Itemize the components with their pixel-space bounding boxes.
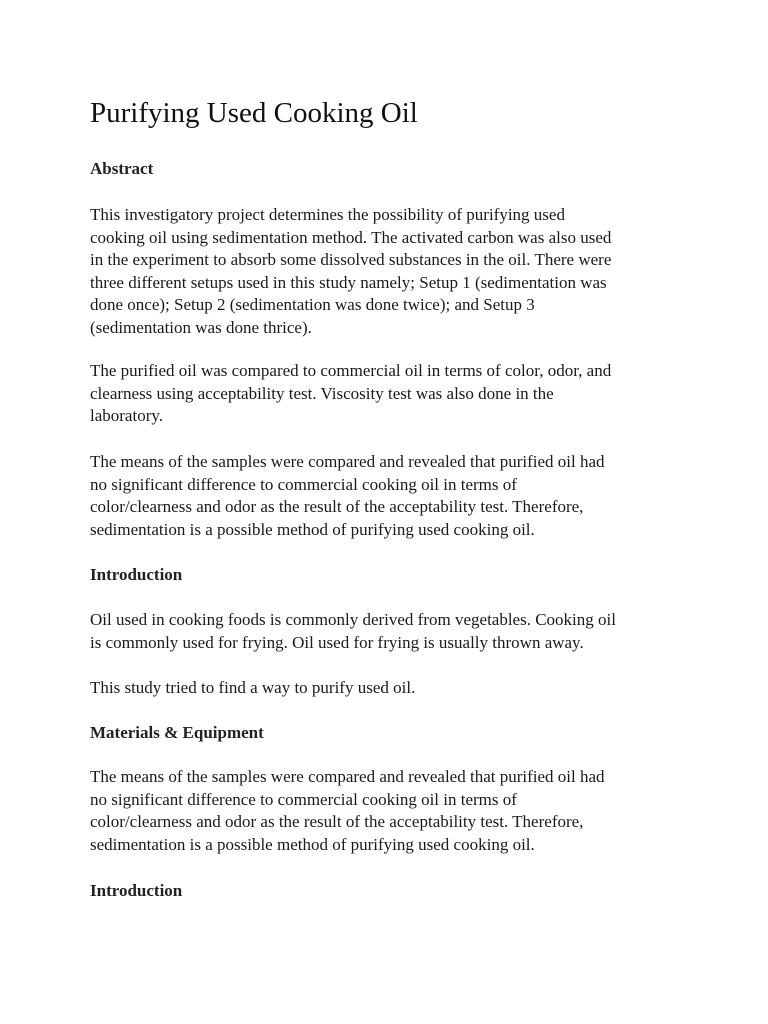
text-line: no significant difference to commercial cooking oil in terms of: [90, 789, 517, 809]
document-title: Purifying Used Cooking Oil: [90, 97, 418, 129]
abstract-paragraph-3: [90, 451, 680, 541]
abstract-paragraph-2: [90, 360, 680, 428]
abstract-paragraph-1: [90, 204, 680, 340]
text-line: color/clearness and odor as the result of the acceptability test. Therefore,: [90, 497, 584, 517]
materials-paragraph-1: [90, 766, 680, 856]
introduction-paragraph-2: [90, 677, 680, 700]
text-line: in the experiment to absorb some dissolved substances in the oil. There were: [90, 250, 612, 270]
text-line: laboratory.: [90, 406, 164, 426]
text-line: The means of the samples were compared and revealed that purified oil had: [90, 452, 605, 471]
text-line: The purified oil was compared to commercial oil in terms of color, odor, and: [90, 361, 612, 380]
text-line: clearness using acceptability test. Viscosity test was also done in the: [90, 383, 554, 403]
text-line: sedimentation is a possible method of purifying used cooking oil.: [90, 519, 535, 539]
section-heading-introduction-2: Introduction: [90, 881, 183, 900]
text-line: done once); Setup 2 (sedimentation was done twice); and Setup 3: [90, 295, 535, 315]
text-line: is commonly used for frying. Oil used for frying is usually thrown away.: [90, 632, 584, 652]
text-line: This study tried to find a way to purify used oil.: [90, 678, 416, 697]
text-line: Oil used in cooking foods is commonly derived from vegetables. Cooking oil: [90, 610, 616, 629]
section-heading-materials-equipment: Materials & Equipment: [90, 723, 264, 742]
text-line: three different setups used in this study namely; Setup 1 (sedimentation was: [90, 272, 607, 292]
introduction-paragraph-1: [90, 609, 680, 654]
text-line: (sedimentation was done thrice).: [90, 317, 312, 337]
section-heading-introduction: Introduction: [90, 565, 183, 584]
text-line: color/clearness and odor as the result of the acceptability test. Therefore,: [90, 812, 584, 832]
text-line: This investigatory project determines the possibility of purifying used: [90, 205, 565, 224]
text-line: no significant difference to commercial cooking oil in terms of: [90, 474, 517, 494]
text-line: sedimentation is a possible method of purifying used cooking oil.: [90, 834, 535, 854]
section-heading-abstract: Abstract: [90, 159, 154, 178]
text-line: cooking oil using sedimentation method. The activated carbon was also used: [90, 227, 612, 247]
text-line: The means of the samples were compared and revealed that purified oil had: [90, 767, 605, 786]
